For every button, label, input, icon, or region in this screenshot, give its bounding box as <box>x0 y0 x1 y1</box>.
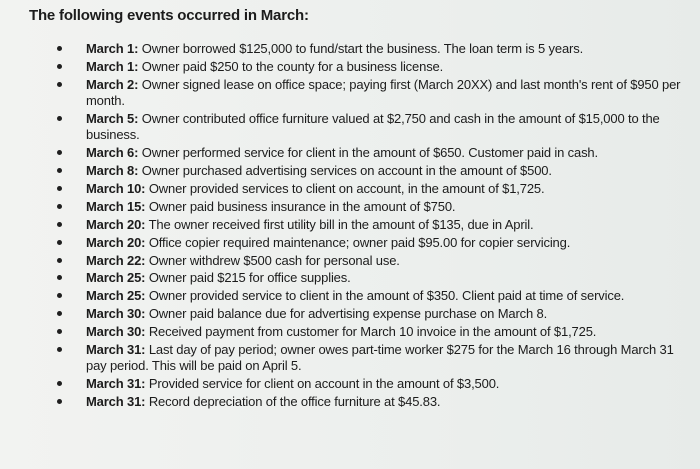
bullet-icon <box>57 381 62 386</box>
bullet-icon <box>57 222 62 227</box>
event-text: Owner paid $250 to the county for a business license. <box>141 58 444 74</box>
bullet-icon <box>57 275 62 280</box>
list-item <box>0 270 700 286</box>
event-date: March 30: <box>86 324 146 340</box>
bullet-icon <box>57 329 62 334</box>
event-date: March 1: <box>86 58 139 74</box>
event-date: March 20: <box>86 234 146 250</box>
bullet-icon <box>57 150 62 155</box>
list-item <box>0 235 700 251</box>
event-text: Owner withdrew $500 cash for personal use. <box>148 252 400 268</box>
page-heading: The following events occurred in March: <box>29 7 309 24</box>
event-date: March 22: <box>86 252 146 268</box>
event-text: Owner contributed office furniture valued at $2,750 and cash in the amount of $15,000 to the business. <box>86 110 660 143</box>
event-text: Owner provided services to client on account, in the amount of $1,725. <box>148 180 545 196</box>
event-date: March 31: <box>86 376 146 392</box>
event-date: March 31: <box>86 341 146 357</box>
bullet-icon <box>57 186 62 191</box>
bullet-icon <box>57 240 62 245</box>
event-text: Owner signed lease on office space; paying first (March 20XX) and last month's rent of $950 per month. <box>86 76 681 109</box>
list-item <box>0 324 700 340</box>
bullet-icon <box>57 168 62 173</box>
bullet-icon <box>57 293 62 298</box>
event-list <box>0 41 700 412</box>
bullet-icon <box>57 347 62 352</box>
bullet-icon <box>57 204 62 209</box>
event-date: March 15: <box>86 198 146 214</box>
event-text: Owner borrowed $125,000 to fund/start the business. The loan term is 5 years. <box>141 41 584 56</box>
event-date: March 8: <box>86 163 139 179</box>
list-item <box>0 163 700 179</box>
list-item <box>0 217 700 233</box>
event-date: March 20: <box>86 216 146 232</box>
list-item <box>0 145 700 161</box>
event-text: Owner paid balance due for advertising expense purchase on March 8. <box>148 306 548 322</box>
event-date: March 10: <box>86 180 146 196</box>
list-item <box>0 376 700 392</box>
event-date: March 25: <box>86 288 146 304</box>
event-text: Owner provided service to client in the amount of $350. Client paid at time of service. <box>148 288 625 304</box>
event-text: Last day of pay period; owner owes part-time worker $275 for the March 16 through March 31 pay period. This will be paid on April 5. <box>86 341 674 374</box>
list-item <box>0 394 700 410</box>
event-date: March 25: <box>86 270 146 286</box>
event-text: Provided service for client on account in the amount of $3,500. <box>148 376 500 392</box>
event-text: Office copier required maintenance; owner paid $95.00 for copier servicing. <box>148 234 571 250</box>
list-item <box>0 59 700 75</box>
event-date: March 31: <box>86 394 146 410</box>
list-item <box>0 181 700 197</box>
event-text: Received payment from customer for March 10 invoice in the amount of $1,725. <box>148 324 597 340</box>
event-text: Owner paid business insurance in the amount of $750. <box>148 198 456 214</box>
bullet-icon <box>57 46 62 51</box>
event-date: March 6: <box>86 145 139 161</box>
bullet-icon <box>57 64 62 69</box>
list-item <box>0 253 700 269</box>
list-item <box>0 77 700 110</box>
list-item <box>0 111 700 144</box>
bullet-icon <box>57 258 62 263</box>
event-text: Owner performed service for client in the amount of $650. Customer paid in cash. <box>141 145 598 161</box>
bullet-icon <box>57 116 62 121</box>
bullet-icon <box>57 82 62 87</box>
event-date: March 2: <box>86 76 139 92</box>
event-date: March 30: <box>86 306 146 322</box>
list-item <box>0 199 700 215</box>
bullet-icon <box>57 399 62 404</box>
event-date: March 1: <box>86 41 139 56</box>
list-item <box>0 342 700 375</box>
list-item <box>0 288 700 304</box>
list-item <box>0 41 700 57</box>
list-item <box>0 306 700 322</box>
event-text: The owner received first utility bill in the amount of $135, due in April. <box>148 216 534 232</box>
event-text: Owner paid $215 for office supplies. <box>148 270 351 286</box>
bullet-icon <box>57 311 62 316</box>
event-text: Record depreciation of the office furniture at $45.83. <box>148 394 441 410</box>
event-date: March 5: <box>86 110 139 126</box>
event-text: Owner purchased advertising services on account in the amount of $500. <box>141 163 552 179</box>
